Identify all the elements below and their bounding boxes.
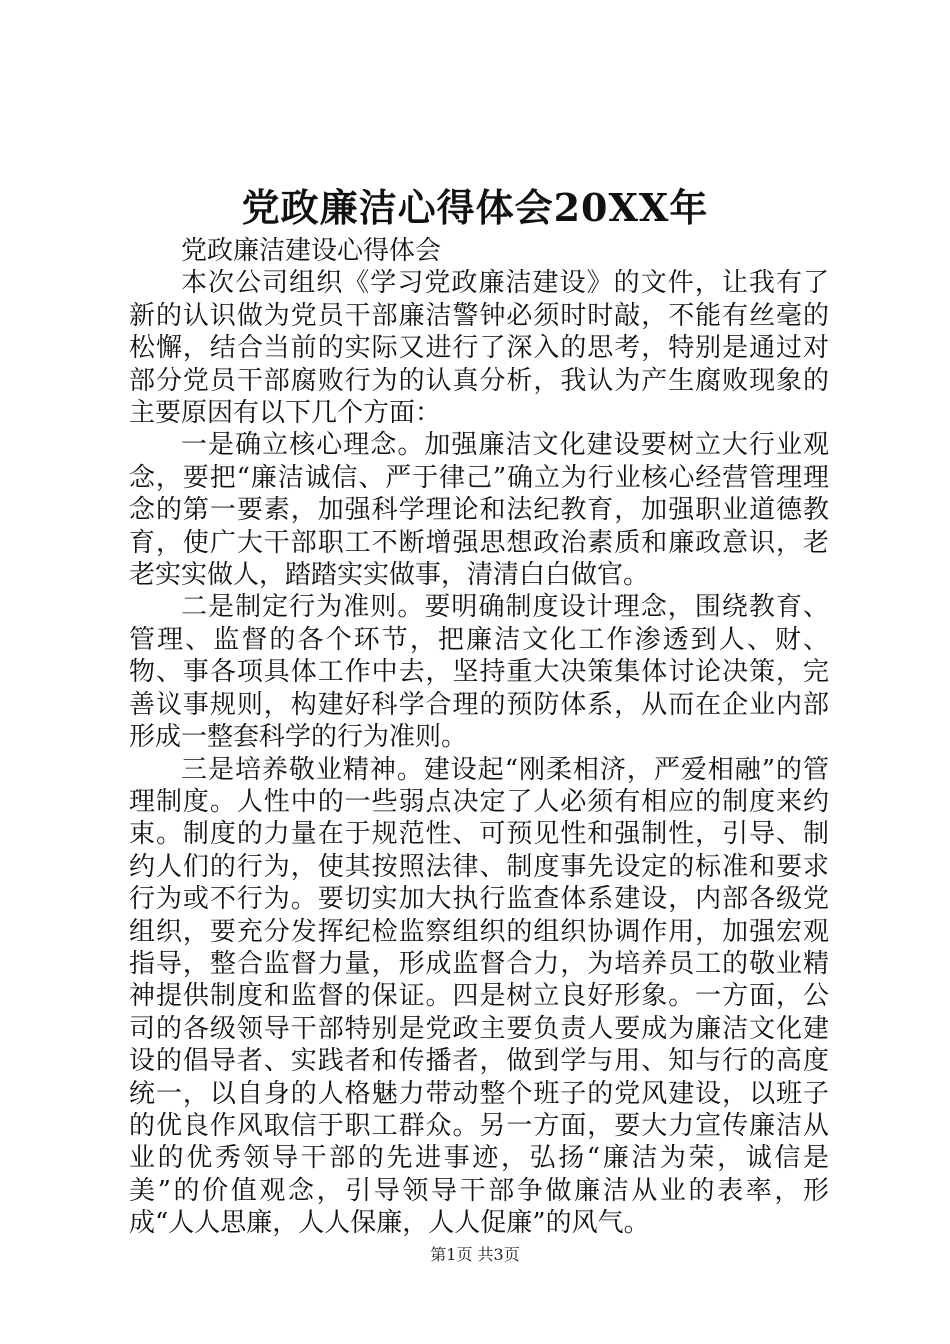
paragraph-point-1: 一是确立核心理念。加强廉洁文化建设要树立大行业观念，要把“廉洁诚信、严于律己”确立为行业核心经营管理理念的第一要素，加强科学理论和法纪教育，加强职业道德教育，使广大干部职工不断增强思想政治素质和廉政意识，老老实实做人，踏踏实实做事，清清白白做官。 <box>129 430 829 591</box>
document-body <box>129 235 829 1240</box>
page-footer: 第1页 共3页 <box>430 1245 520 1264</box>
document-title: 党政廉洁心得体会20XX年 <box>241 185 709 230</box>
paragraph-subtitle: 党政廉洁建设心得体会 <box>181 236 442 266</box>
paragraph-point-2: 二是制定行为准则。要明确制度设计理念，围绕教育、管理、监督的各个环节，把廉洁文化工作渗透到人、财、物、事各项具体工作中去，坚持重大决策集体讨论决策，完善议事规则，构建好科学合理的预防体系，从而在企业内部形成一整套科学的行为准则。 <box>129 592 829 753</box>
paragraph-intro: 本次公司组织《学习党政廉洁建设》的文件，让我有了新的认识做为党员干部廉洁警钟必须时时敲，不能有丝毫的松懈，结合当前的实际又进行了深入的思考，特别是通过对部分党员干部腐败行为的认真分析，我认为产生腐败现象的主要原因有以下几个方面： <box>129 268 829 429</box>
paragraph-point-3: 三是培养敬业精神。建设起“刚柔相济，严爱相融”的管理制度。人性中的一些弱点决定了人必须有相应的制度来约束。制度的力量在于规范性、可预见性和强制性，引导、制约人们的行为，使其按照法律、制度事先设定的标准和要求行为或不行为。要切实加大执行监查体系建设，内部各级党组织，要充分发挥纪检监察组织的组织协调作用，加强宏观指导，整合监督力量，形成监督合力，为培养员工的敬业精神提供制度和监督的保证。四是树立良好形象。一方面，公司的各级领导干部特别是党政主要负责人要成为廉洁文化建设的倡导者、实践者和传播者，做到学与用、知与行的高度统一，以自身的人格魅力带动整个班子的党风建设，以班子的优良作风取信于职工群众。另一方面，要大力宣传廉洁从业的优秀领导干部的先进事迹，弘扬“廉洁为荣，诚信是美”的价值观念，引导领导干部争做廉洁从业的表率，形成“人人思廉，人人保廉，人人促廉”的风气。 <box>129 754 829 1239</box>
